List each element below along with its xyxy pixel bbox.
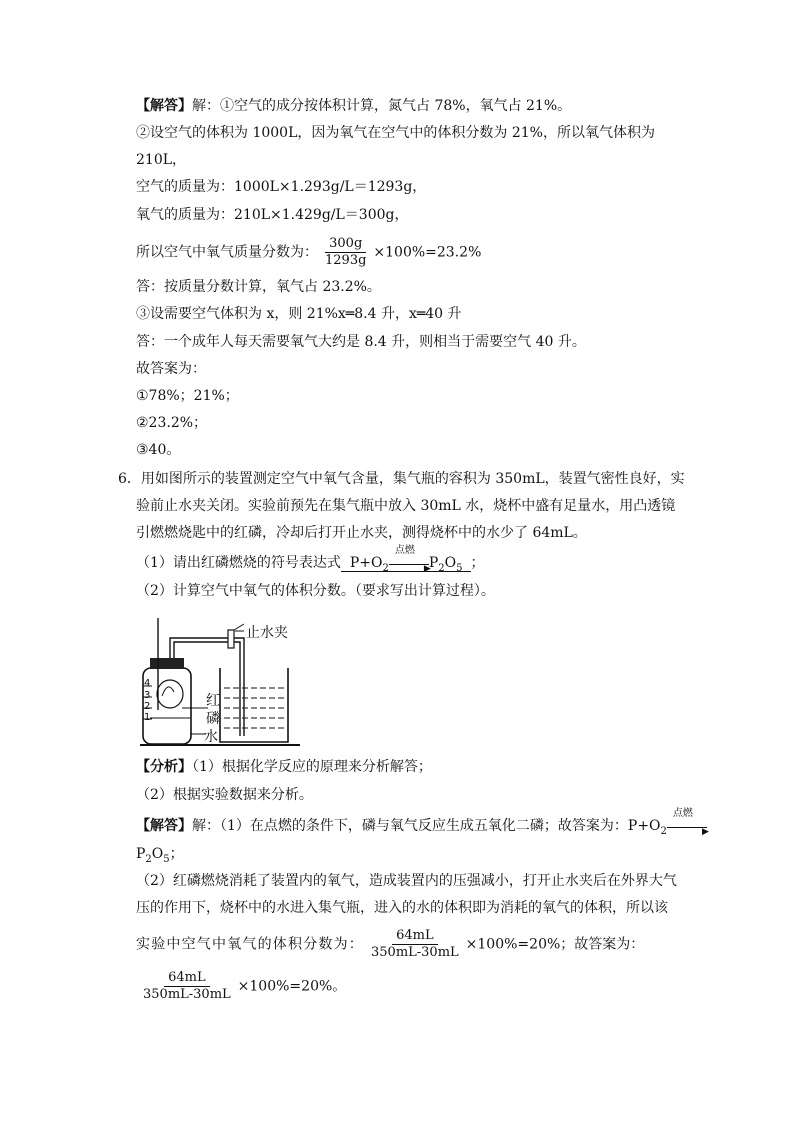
reaction-condition: 点燃 [394, 545, 415, 556]
scale-mark-3: 3 [144, 690, 151, 701]
clamp-label: 止水夹 [246, 625, 288, 641]
solution1-line7: 答：按质量分数计算，氧气占 23.2%。 [136, 279, 381, 295]
volume-fraction [367, 928, 463, 961]
analysis-tag: 【分析】 [136, 759, 192, 775]
reaction-arrow-2: 点燃 ▶ [667, 819, 707, 833]
analysis-line2: （2）根据实验数据来分析。 [136, 787, 313, 803]
solution1-line8: ③设需要空气体积为 x，则 21%x═8.4 升，x═40 升 [136, 306, 462, 322]
answer-2: ②23.2%； [136, 415, 208, 431]
apparatus-diagram [140, 608, 410, 748]
question6-line2: 验前止水夹关闭。实验前预先在集气瓶中放入 30mL 水，烧杯中盛有足量水，用凸透镜 [136, 498, 676, 514]
solution2-line3: （2）红磷燃烧消耗了装置内的氧气，造成装置内的压强减小，打开止水夹后在外界大气 [136, 873, 677, 889]
burning-phosphorus [157, 680, 183, 708]
solution2-line4: 压的作用下，烧杯中的水进入集气瓶，进入的水的体积即为消耗的氧气的体积，所以该 [136, 900, 668, 916]
solution2-tag: 【解答】 [136, 818, 192, 834]
solution1-line3: 210L， [136, 152, 187, 168]
fraction-numerator-3: 64mL [164, 970, 210, 987]
question-number: 6． [118, 471, 141, 487]
red-label: 红 [206, 693, 220, 709]
question6-line3: 引燃燃烧匙中的红磷，冷却后打开止水夹，测得烧杯中的水少了 64mL。 [136, 525, 587, 541]
solution1-line5: 氧气的质量为：210L×1.429g/L＝300g， [136, 207, 409, 223]
solution1-line10: 故答案为： [136, 361, 206, 377]
mass-fraction-label: 所以空气中氧气质量分数为： [136, 244, 318, 261]
question6-part2: （2）计算空气中氧气的体积分数。（要求写出计算过程）。 [136, 583, 495, 599]
answer-3: ③40。 [136, 442, 181, 458]
scale-mark-2: 2 [144, 701, 151, 712]
solution2-line2: $P_2O_5$； [136, 846, 184, 865]
question6-line1 [118, 469, 685, 489]
solution1-line6 [136, 236, 481, 269]
part1-answer-blank: $P+O_2$ 点燃 ▶ $P_2O_5$ [341, 555, 471, 572]
solution2-line1: 【解答】解：（1）在点燃的条件下，磷与氧气反应生成五氧化二磷；故答案为：$P+O_2$ 点燃 ▶ [136, 808, 709, 837]
fraction-denominator-3: 350mL-30mL [143, 987, 231, 1002]
solution2-line5: 实验中空气中氧气的体积分数为： $\frac{64mL}{350mL-30mL}$ ×100%=20%；故答案为： [136, 928, 645, 960]
solution1-line1 [136, 96, 571, 116]
solution1-line9: 答：一个成年人每天需要氧气大约是 8.4 升，则相当于需要空气 40 升。 [136, 334, 586, 350]
scale-mark-4: 4 [144, 678, 151, 689]
fraction-numerator: 300g [325, 236, 366, 253]
fraction-denominator: 1293g [325, 253, 367, 268]
fraction-denominator-2: 350mL-30mL [371, 945, 459, 960]
bottle-stopper [150, 658, 184, 669]
beaker [220, 668, 288, 742]
solution2-line6: $\frac{64mL}{350mL-30mL}$ ×100%=20%。 [136, 970, 346, 1003]
analysis-line1: 【分析】（1）根据化学反应的原理来分析解答； [136, 759, 432, 775]
phosphorus-label: 磷 [206, 711, 220, 727]
reaction-condition-2: 点燃 [672, 808, 693, 819]
solution-tag: 【解答】 [136, 98, 192, 114]
question6-text1: 用如图所示的装置测定空气中氧气含量，集气瓶的容积为 350mL，装置气密性良好，实 [140, 471, 685, 487]
solution1-line4: 空气的质量为：1000L×1.293g/L＝1293g， [136, 179, 427, 195]
water-clamp [228, 630, 234, 648]
part1-prompt: （1）请出红磷燃烧的符号表达式 [136, 555, 341, 571]
water-label: 水 [204, 729, 218, 745]
volume-fraction-answer [139, 970, 235, 1003]
question6-part1: （1）请出红磷燃烧的符号表达式 $P+O_2$ 点燃 ▶ $P_2O_5$ ； [136, 545, 485, 574]
scale-mark-1: 1 [144, 712, 151, 723]
fraction-numerator-2: 64mL [392, 928, 438, 945]
solution1-text1: 解：①空气的成分按体积计算，氮气占 78%，氧气占 21%。 [192, 98, 572, 114]
mass-fraction [321, 236, 370, 269]
solution1-line2: ②设空气的体积为 1000L，因为氧气在空气中的体积分数为 21%，所以氧气体积为 [136, 125, 655, 141]
reaction-arrow: 点燃 ▶ [389, 556, 429, 570]
answer-1: ①78%；21%； [136, 388, 239, 404]
mass-fraction-result: ×100%=23.2% [373, 244, 482, 261]
